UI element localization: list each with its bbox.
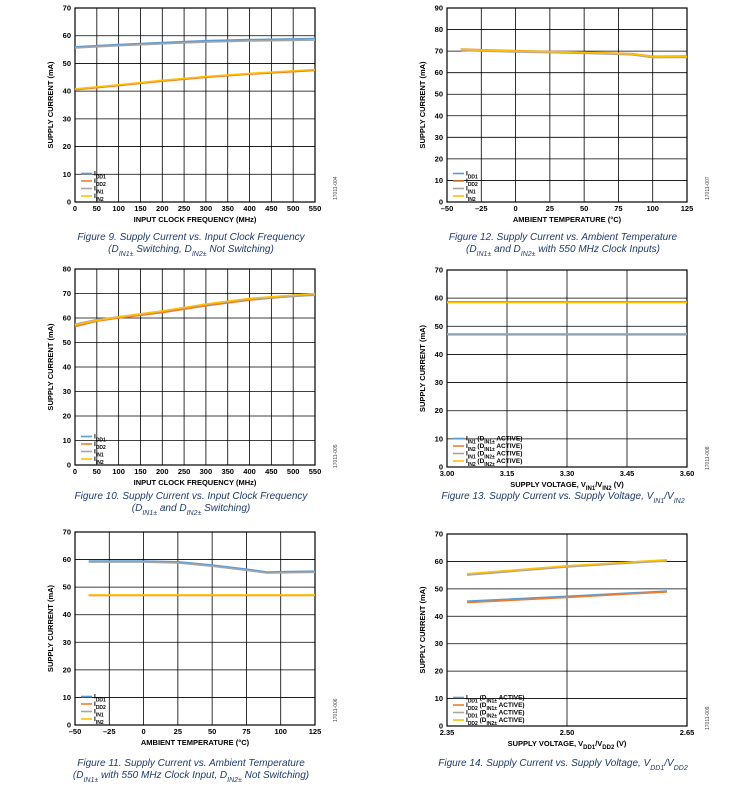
x-tick-label: 200	[156, 204, 169, 213]
legend-label: $I_{IN2}$	[94, 193, 104, 203]
y-tick-label: 60	[62, 313, 71, 323]
x-tick-label: 25	[173, 727, 183, 736]
figure-code: 17011-005	[333, 444, 339, 468]
x-tick-label: 100	[112, 204, 125, 213]
series-line-1	[75, 70, 315, 89]
x-tick-label: 3.60	[679, 469, 695, 478]
legend-label: $I_{IN2}$	[94, 716, 104, 726]
y-tick-label: 30	[434, 639, 443, 649]
y-tick-label: 30	[62, 387, 71, 396]
x-tick-label: 50	[579, 204, 589, 213]
y-tick-label: 50	[62, 58, 71, 68]
y-axis-title: SUPPLY CURRENT (mA)	[418, 61, 427, 149]
figure-caption: Figure 10. Supply Current vs. Input Clock Frequency	[74, 491, 308, 502]
legend-label: $I_{IN1}$	[94, 448, 104, 459]
y-tick-label: 70	[62, 527, 71, 537]
x-tick-label: 3.45	[619, 469, 635, 478]
y-tick-label: 80	[434, 25, 443, 35]
x-tick-label: 300	[199, 204, 213, 213]
figure-caption-sub: ($D_{IN1\pm}$ and $D_{IN2\pm}$ Switching)	[131, 503, 251, 517]
y-tick-label: 40	[434, 611, 443, 621]
x-tick-label: 100	[646, 204, 659, 213]
legend-label: $I_{DD1}$	[466, 170, 478, 181]
y-tick-label: 10	[434, 694, 443, 704]
legend-label: $I_{DD2}$	[94, 441, 106, 451]
y-tick-label: 10	[62, 692, 71, 702]
x-tick-label: 150	[134, 204, 147, 213]
y-axis-title: SUPPLY CURRENT (mA)	[418, 586, 427, 674]
legend-label: $I_{IN1}$	[94, 185, 104, 196]
y-tick-label: 70	[62, 289, 71, 298]
y-tick-label: 50	[62, 338, 71, 347]
figure-caption: Figure 14. Supply Current vs. Supply Voltage, $V_{DD1}/V_{DD2}$	[438, 758, 688, 772]
y-axis-title: SUPPLY CURRENT (mA)	[46, 584, 55, 673]
x-axis-title: AMBIENT TEMPERATURE (°C)	[140, 738, 250, 747]
x-tick-label: 125	[308, 727, 322, 736]
y-tick-label: 80	[62, 264, 71, 274]
figure-caption-sub: ($D_{IN1\pm}$ and $D_{IN2\pm}$ with 550 MHz Clock Inputs)	[465, 244, 661, 258]
legend-label: $I_{DD2}$	[466, 178, 478, 188]
y-tick-label: 60	[62, 555, 71, 565]
y-tick-label: 0	[66, 460, 71, 470]
legend-label: $I_{IN2}$ ($D_{IN1\pm}$ ACTIVE)	[466, 443, 523, 453]
chart-fig10	[46, 265, 339, 517]
x-tick-label: –25	[103, 727, 116, 736]
y-tick-label: 40	[62, 362, 71, 372]
x-tick-label: 50	[92, 467, 101, 476]
figure-code: 17011-004	[333, 176, 339, 200]
series-line-1	[75, 294, 315, 327]
x-tick-label: 2.50	[559, 728, 575, 737]
x-tick-label: 0	[72, 204, 78, 213]
legend-label: $I_{DD1}$	[94, 170, 106, 181]
x-tick-label: –50	[440, 204, 454, 213]
y-tick-label: 70	[62, 3, 71, 13]
y-tick-label: 20	[62, 142, 71, 152]
chart-fig12	[418, 4, 711, 258]
x-tick-label: 450	[265, 204, 278, 213]
y-tick-label: 30	[434, 132, 443, 142]
x-tick-label: 125	[680, 204, 694, 213]
y-tick-label: 0	[438, 721, 443, 731]
y-tick-label: 60	[434, 293, 443, 303]
x-tick-label: 3.15	[499, 469, 515, 478]
legend-label: $I_{IN1}$	[94, 708, 104, 719]
y-tick-label: 40	[434, 111, 443, 121]
y-tick-label: 60	[434, 68, 443, 78]
legend-label: $I_{DD2}$ ($D_{IN2\pm}$ ACTIVE)	[466, 717, 525, 727]
chart-fig13	[418, 266, 711, 505]
y-tick-label: 50	[434, 89, 443, 99]
chart-fig14	[418, 530, 711, 772]
x-tick-label: 400	[243, 204, 256, 213]
y-tick-label: 50	[434, 321, 443, 331]
figure-code: 17011-008	[705, 446, 711, 470]
x-tick-label: –25	[475, 204, 488, 213]
x-tick-label: 250	[177, 467, 191, 476]
x-axis-title: SUPPLY VOLTAGE, $V_{IN1}/V_{IN2}$ (V)	[510, 480, 624, 492]
y-tick-label: 50	[62, 582, 71, 592]
x-tick-label: 550	[308, 204, 322, 213]
y-tick-label: 30	[434, 378, 443, 388]
legend-label: $I_{DD1}$	[94, 433, 106, 444]
x-tick-label: 200	[156, 467, 169, 476]
y-tick-label: 20	[434, 154, 443, 164]
y-tick-label: 20	[434, 406, 443, 416]
y-tick-label: 70	[434, 46, 443, 56]
y-tick-label: 0	[438, 197, 443, 207]
legend-label: $I_{DD2}$	[94, 701, 106, 711]
series-line-0	[75, 295, 315, 326]
figure-code: 17011-006	[333, 698, 339, 722]
x-tick-label: 350	[221, 467, 234, 476]
y-tick-label: 70	[434, 265, 443, 275]
x-tick-label: 50	[207, 727, 217, 736]
x-tick-label: 75	[242, 727, 251, 736]
x-tick-label: 100	[112, 467, 125, 476]
plot-frame	[75, 8, 315, 202]
x-tick-label: 500	[286, 204, 300, 213]
legend-label: $I_{DD1}$ ($D_{IN1\pm}$ ACTIVE)	[466, 694, 525, 705]
x-tick-label: 3.30	[559, 469, 575, 478]
legend-label: $I_{IN2}$	[94, 456, 104, 466]
legend-label: $I_{IN2}$	[466, 193, 476, 203]
y-tick-label: 10	[62, 436, 71, 445]
chart-fig11	[46, 528, 339, 784]
x-axis-title: INPUT CLOCK FREQUENCY (MHz)	[133, 478, 257, 487]
y-tick-label: 10	[62, 169, 71, 179]
x-tick-label: 2.65	[679, 728, 695, 737]
x-tick-label: 550	[308, 467, 322, 476]
x-axis-title: SUPPLY VOLTAGE, $V_{DD1}/V_{DD2}$ (V)	[507, 739, 627, 751]
y-tick-label: 40	[62, 86, 71, 96]
y-tick-label: 10	[434, 434, 443, 444]
y-tick-label: 50	[434, 584, 443, 594]
x-tick-label: 450	[265, 467, 278, 476]
x-tick-label: 150	[134, 467, 147, 476]
chart-fig9	[46, 4, 339, 258]
figure-caption: Figure 12. Supply Current vs. Ambient Temperature	[448, 232, 678, 243]
series-line-3	[75, 294, 315, 325]
x-axis-title: AMBIENT TEMPERATURE (°C)	[512, 215, 622, 224]
legend-label: $I_{DD2}$	[94, 178, 106, 188]
x-tick-label: 3.00	[439, 469, 455, 478]
y-tick-label: 0	[438, 462, 443, 472]
figure-caption: Figure 11. Supply Current vs. Ambient Temperature	[77, 758, 305, 769]
x-tick-label: 2.35	[439, 728, 455, 737]
x-tick-label: 400	[243, 467, 256, 476]
figure-caption-sub: ($D_{IN1\pm}$ with 550 MHz Clock Input, $D_{IN2\pm}$ Not Switching)	[72, 770, 310, 784]
y-tick-label: 0	[66, 720, 71, 730]
x-tick-label: 75	[614, 204, 623, 213]
y-tick-label: 30	[62, 114, 71, 124]
x-tick-label: 350	[221, 204, 234, 213]
legend-label: $I_{DD1}$ ($D_{IN2\pm}$ ACTIVE)	[466, 709, 525, 720]
y-tick-label: 60	[434, 556, 443, 566]
x-tick-label: 500	[286, 467, 300, 476]
x-tick-label: 0	[72, 467, 78, 476]
legend-label: $I_{DD2}$ ($D_{IN1\pm}$ ACTIVE)	[466, 702, 525, 712]
y-tick-label: 40	[62, 610, 71, 620]
y-tick-label: 90	[434, 3, 443, 13]
y-tick-label: 60	[62, 31, 71, 41]
y-tick-label: 0	[66, 197, 71, 207]
x-tick-label: 300	[199, 467, 213, 476]
y-axis-title: SUPPLY CURRENT (mA)	[418, 324, 427, 413]
series-line-3	[75, 70, 315, 89]
y-tick-label: 20	[62, 411, 71, 421]
figure-caption-sub: ($D_{IN1\pm}$ Switching, $D_{IN2\pm}$ Not Switching)	[108, 244, 274, 258]
legend-label: $I_{IN1}$	[466, 185, 476, 196]
x-tick-label: 0	[141, 727, 146, 736]
y-tick-label: 40	[434, 349, 443, 359]
x-tick-label: 25	[545, 204, 555, 213]
legend-label: $I_{IN1}$ ($D_{IN2\pm}$ ACTIVE)	[466, 450, 523, 461]
legend-label: $I_{DD1}$	[94, 693, 106, 704]
y-tick-label: 10	[434, 175, 443, 185]
x-axis-title: INPUT CLOCK FREQUENCY (MHz)	[133, 215, 257, 224]
x-tick-label: 50	[92, 204, 101, 213]
y-tick-label: 70	[434, 529, 443, 539]
figure-code: 17011-007	[705, 176, 711, 200]
y-tick-label: 20	[434, 666, 443, 676]
x-tick-label: 250	[177, 204, 191, 213]
legend-label: $I_{IN2}$ ($D_{IN2\pm}$ ACTIVE)	[466, 458, 523, 468]
plot-frame	[447, 8, 687, 202]
figure-code: 17011-009	[705, 706, 711, 730]
y-axis-title: SUPPLY CURRENT (mA)	[46, 323, 55, 411]
x-tick-label: –50	[68, 727, 82, 736]
x-tick-label: 100	[274, 727, 287, 736]
figure-caption: Figure 9. Supply Current vs. Input Clock Frequency	[77, 232, 305, 243]
y-tick-label: 30	[62, 637, 71, 647]
x-tick-label: 0	[513, 204, 518, 213]
legend-label: $I_{IN1}$ ($D_{IN1\pm}$ ACTIVE)	[466, 435, 523, 446]
y-axis-title: SUPPLY CURRENT (mA)	[46, 61, 55, 149]
figure-caption: Figure 13. Supply Current vs. Supply Voltage, $V_{IN1}/V_{IN2}$	[441, 491, 685, 505]
y-tick-label: 20	[62, 665, 71, 675]
